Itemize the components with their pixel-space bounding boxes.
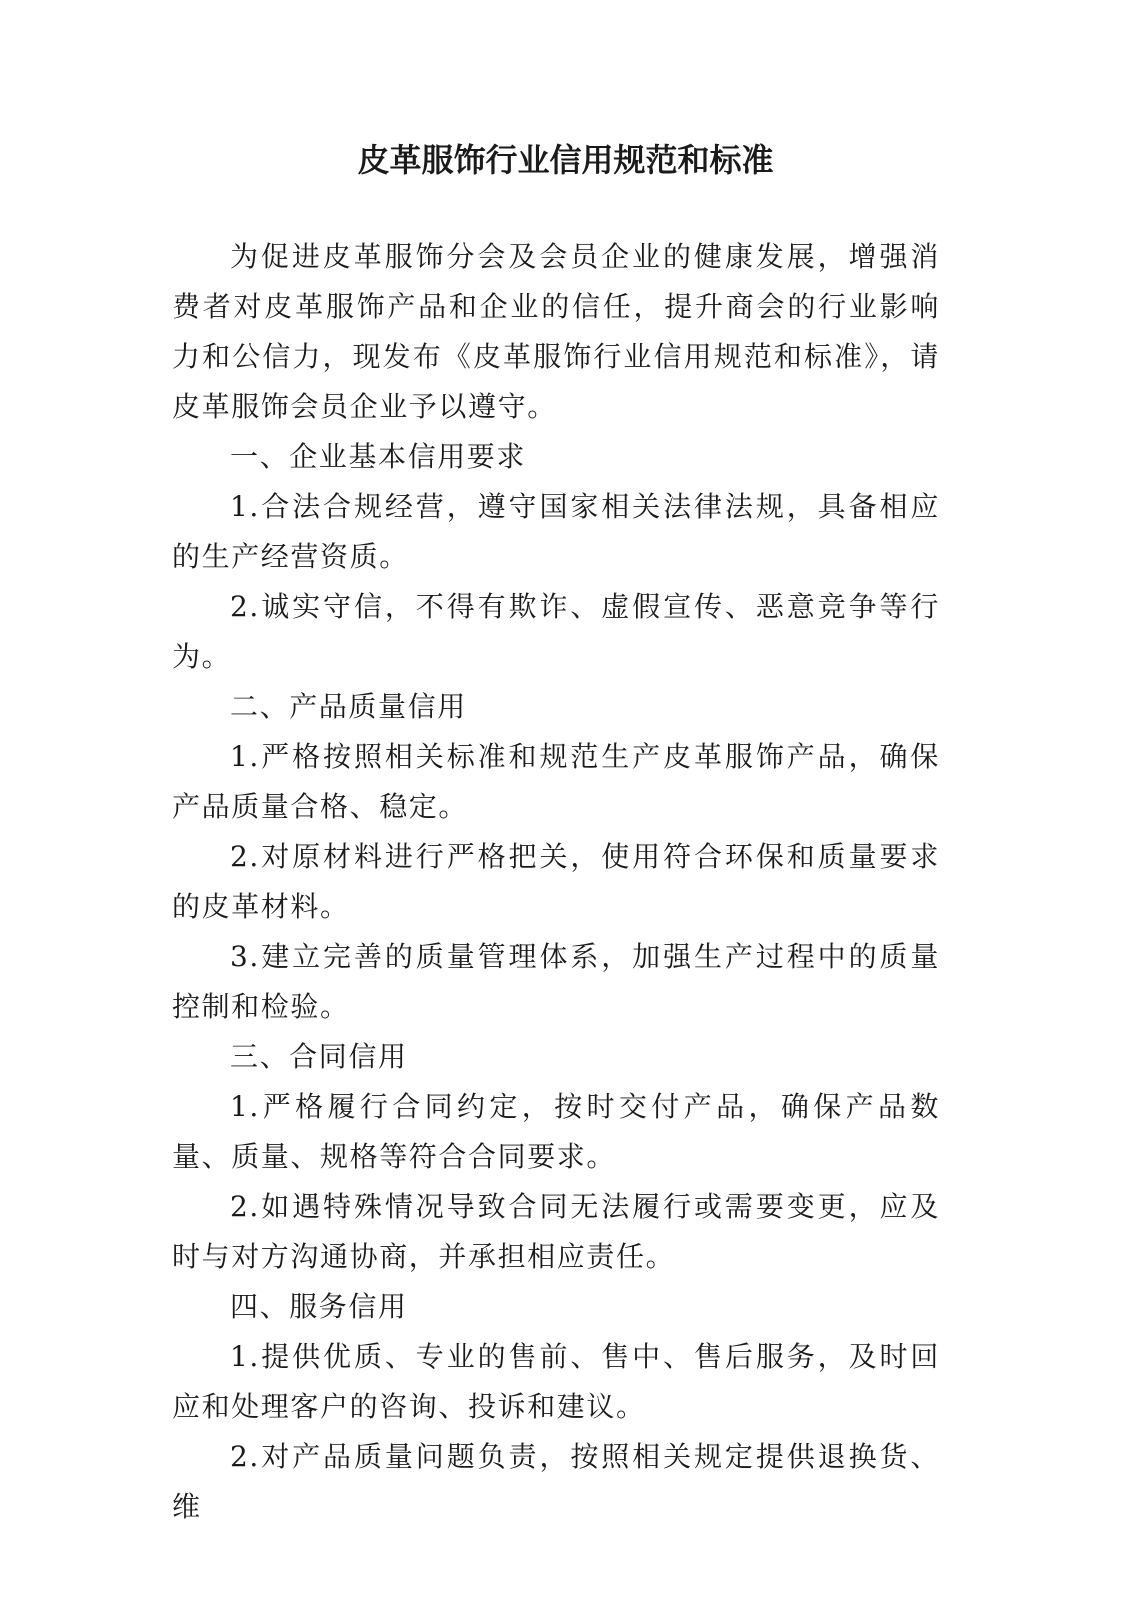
section-heading-1: 一、企业基本信用要求 [230,440,527,473]
section-3-item-1: 1.严格履行合同约定，按时交付产品，确保产品数量、质量、规格等符合合同要求。 [172,1090,940,1173]
document-title: 皮革服饰行业信用规范和标准 [357,141,774,179]
section-2-item-3: 3.建立完善的质量管理体系，加强生产过程中的质量控制和检验。 [172,940,940,1023]
section-4-item-1: 1.提供优质、专业的售前、售中、售后服务，及时回应和处理客户的咨询、投诉和建议。 [172,1340,940,1423]
section-heading-2: 二、产品质量信用 [230,690,467,723]
document-body [172,232,940,1532]
section-1-item-2: 2.诚实守信，不得有欺诈、虚假宣传、恶意竞争等行为。 [172,590,940,673]
section-4-item-2: 2.对产品质量问题负责，按照相关规定提供退换货、维 [172,1440,940,1523]
intro-paragraph: 为促进皮革服饰分会及会员企业的健康发展，增强消费者对皮革服饰产品和企业的信任，提升商会的行业影响力和公信力，现发布《皮革服饰行业信用规范和标准》，请皮革服饰会员企业予以遵守。 [172,240,940,423]
section-heading-4: 四、服务信用 [230,1290,408,1323]
section-1-item-1: 1.合法合规经营，遵守国家相关法律法规，具备相应的生产经营资质。 [172,490,940,573]
section-3-item-2: 2.如遇特殊情况导致合同无法履行或需要变更，应及时与对方沟通协商，并承担相应责任。 [172,1190,940,1273]
section-2-item-1: 1.严格按照相关标准和规范生产皮革服饰产品，确保产品质量合格、稳定。 [172,740,940,823]
section-heading-3: 三、合同信用 [230,1040,408,1073]
section-2-item-2: 2.对原材料进行严格把关，使用符合环保和质量要求的皮革材料。 [172,840,940,923]
